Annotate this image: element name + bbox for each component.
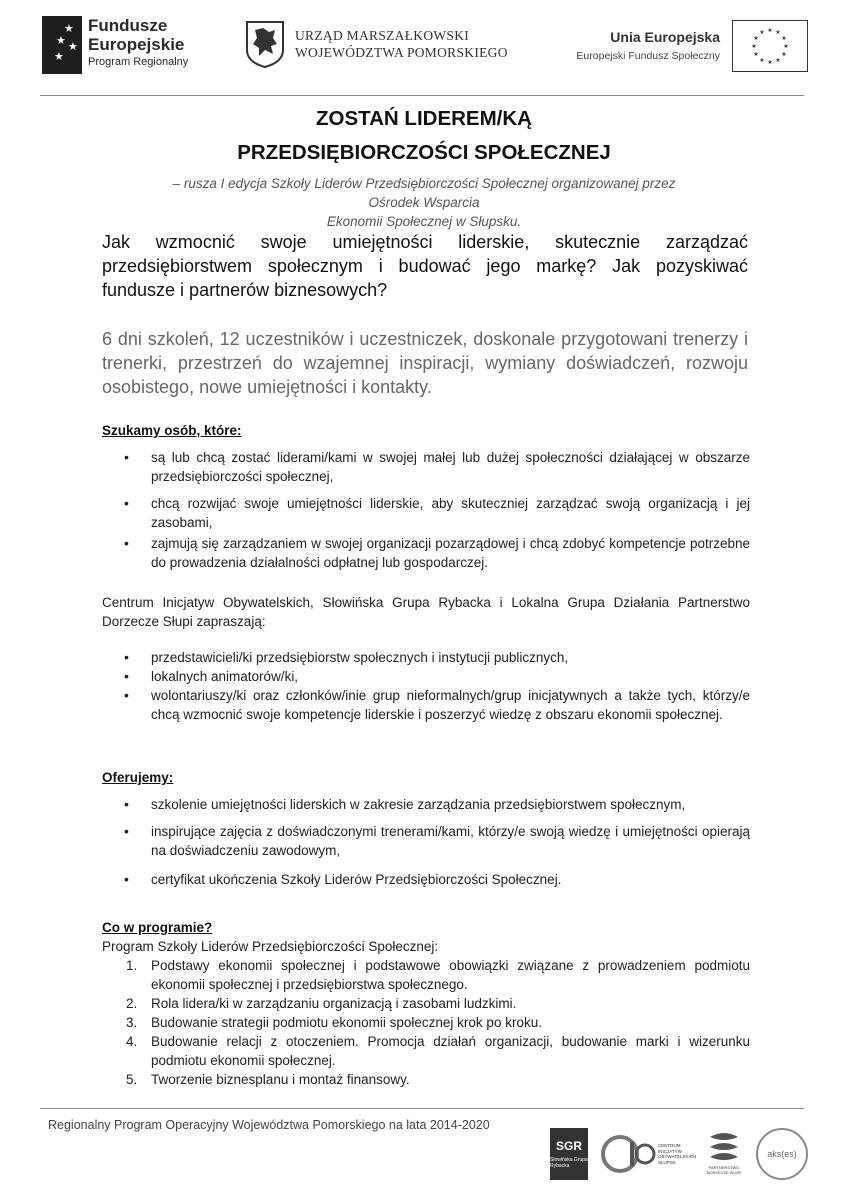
list-item: • przedstawicieli/ki przedsiębiorstw społecznych i instytucji publicznych, <box>102 648 750 667</box>
subtitle <box>150 174 698 231</box>
pds-emblem-icon <box>706 1129 742 1165</box>
svg-text:★: ★ <box>781 36 787 42</box>
item-number: 5. <box>126 1072 138 1087</box>
fe-line3: Program Regionalny <box>88 56 189 68</box>
footer-divider <box>40 1108 804 1109</box>
lead-paragraph-line1: 6 dni szkoleń, 12 uczestników i uczestniczek, doskonale przygotowani trenerzy i <box>102 329 748 349</box>
list-item: • zajmują się zarządzaniem w swojej organizacji pozarządowej i chcą zdobyć kompetencje potrzebne do prowadzenia działalności odpłatnej lub gospodarczej. <box>102 534 750 572</box>
partner-logos <box>550 1128 808 1180</box>
list-item: • chcą rozwijać swoje umiejętności liderskie, aby skuteczniej zarządzać swoją organizacją i jej zasobami, <box>102 494 750 532</box>
um-line2: WOJEWÓDZTWA POMORSKIEGO <box>295 45 508 60</box>
list-item: • wolontariuszy/ki oraz członków/inie grup nieformalnych/grup inicjatywnych a także tych, którzy/e chcą wzmocnić swoje kompetencje liderskie i poszerzyć wiedzę z obszaru ekonomii społecznej. <box>102 686 750 724</box>
list-item: • certyfikat ukończenia Szkoły Liderów Przedsiębiorczości Społecznej. <box>102 870 750 889</box>
fe-line2: Europejskie <box>88 35 185 54</box>
lead-question <box>102 230 748 302</box>
list-item: • szkolenie umiejętności liderskich w zakresie zarządzania przedsiębiorstwem społecznym, <box>102 795 750 814</box>
cio-text: CENTRUM INICJATYW OBYWATELSKICH SŁUPSK <box>658 1143 697 1165</box>
program-section <box>102 918 750 1089</box>
title-line2: PRZEDSIĘBIORCZOŚCI SPOŁECZNEJ <box>237 141 611 164</box>
pds-logo <box>704 1129 744 1179</box>
list-item <box>102 1013 750 1032</box>
urzad-marszalkowski-logo <box>245 20 508 68</box>
item-number: 4. <box>126 1034 138 1049</box>
eu-flag-icon <box>732 20 808 72</box>
unia-europejska-logo <box>576 20 808 72</box>
item-text: Rola lidera/ki w zarządzaniu organizacją i zasobami ludzkimi. <box>151 996 517 1011</box>
item-text: Podstawy ekonomii społecznej i podstawowe obowiązki związane z prowadzeniem podmiotu ekonomii społecznej i przedsiębiorstwa społecznego. <box>151 958 750 992</box>
item-number: 3. <box>126 1015 138 1030</box>
item-number: 1. <box>126 958 138 973</box>
svg-text:★: ★ <box>759 58 765 64</box>
header-divider <box>40 95 804 96</box>
invite-list <box>102 648 750 724</box>
cio-logo <box>600 1134 697 1174</box>
svg-text:★: ★ <box>783 44 789 50</box>
lead-paragraph-line3: osobistego, nowe umiejętności i kontakty. <box>102 377 432 397</box>
svg-text:★: ★ <box>767 60 773 66</box>
fundusze-europejskie-logo <box>42 16 188 74</box>
cio-emblem-icon <box>600 1134 656 1174</box>
item-number: 2. <box>126 996 138 1011</box>
sgr-logo <box>550 1128 588 1180</box>
akses-text: aks(es) <box>767 1149 797 1159</box>
svg-text:★: ★ <box>781 52 787 58</box>
list-item <box>102 956 750 994</box>
list-item: • inspirujące zajęcia z doświadczonymi trenerami/kami, którzy/e swoją wiedzę i umiejętności opierają na doświadczeniu zawodowym, <box>102 822 750 860</box>
sgr-sub: Słowińska Grupa Rybacka <box>550 1157 588 1169</box>
svg-text:★: ★ <box>775 58 781 64</box>
svg-text:★: ★ <box>759 30 765 36</box>
item-text: Tworzenie biznesplanu i montaż finansowy. <box>151 1072 410 1087</box>
seeking-list <box>102 448 750 572</box>
pds-text: PARTNERSTWO DORZECZE SŁUPI <box>706 1165 742 1175</box>
um-line1: URZĄD MARSZAŁKOWSKI <box>295 28 470 43</box>
list-item <box>102 1070 750 1089</box>
invite-text: Centrum Inicjatyw Obywatelskich, Słowińska Grupa Rybacka i Lokalna Grupa Działania Partnerstwo Dorzecze Słupi zapraszają: <box>102 595 750 629</box>
fe-line1: Fundusze <box>88 16 168 35</box>
lead-question-line1: Jak wzmocnić swoje umiejętności liderskie, skutecznie zarządzać <box>102 232 748 252</box>
svg-text:★: ★ <box>753 36 759 42</box>
subtitle-line2: Ekonomii Społecznej w Słupsku. <box>326 214 522 229</box>
list-item <box>102 994 750 1013</box>
svg-text:★: ★ <box>767 28 773 34</box>
footer-program-text: Regionalny Program Operacyjny Województwa Pomorskiego na lata 2014-2020 <box>48 1118 490 1132</box>
griffin-crest-icon <box>245 20 285 68</box>
offer-heading: Oferujemy: <box>102 770 174 785</box>
svg-text:★: ★ <box>751 44 757 50</box>
lead-paragraph <box>102 327 748 399</box>
lead-paragraph-line2: trenerki, przestrzeń do wzajemnej inspiracji, wymiany doświadczeń, rozwoju <box>102 353 748 373</box>
seeking-heading: Szukamy osób, które: <box>102 423 242 438</box>
ue-line1: Unia Europejska <box>610 29 720 45</box>
offer-section <box>102 768 750 889</box>
subtitle-line1: – rusza I edycja Szkoły Liderów Przedsiębiorczości Społecznej organizowanej przez Ośrodek Wsparcia <box>172 176 676 210</box>
title-line1: ZOSTAŃ LIDEREM/KĄ <box>315 107 532 130</box>
program-list <box>102 956 750 1089</box>
header <box>40 12 808 94</box>
akses-logo <box>756 1128 808 1180</box>
offer-list <box>102 795 750 889</box>
item-text: Budowanie strategii podmiotu ekonomii społecznej krok po kroku. <box>151 1015 542 1030</box>
invite-section <box>102 593 750 724</box>
fe-emblem-icon: ★ ★ ★ ★ <box>42 16 82 74</box>
item-text: Budowanie relacji z otoczeniem. Promocja działań organizacji, budowanie marki i wizerunku podmiotu ekonomii społecznej. <box>151 1034 750 1068</box>
ue-line2: Europejski Fundusz Społeczny <box>576 50 720 62</box>
svg-text:★: ★ <box>775 30 781 36</box>
seeking-section <box>102 421 750 572</box>
svg-text:★: ★ <box>753 52 759 58</box>
lead-question-line3: fundusze i partnerów biznesowych? <box>102 280 388 300</box>
lead-question-line2: przedsiębiorstwem społecznym i budować jego markę? Jak pozyskiwać <box>102 256 748 276</box>
list-item: • lokalnych animatorów/ki, <box>102 667 750 686</box>
program-intro: Program Szkoły Liderów Przedsiębiorczości Społecznej: <box>102 939 439 954</box>
list-item: • są lub chcą zostać liderami/kami w swojej małej lub dużej społeczności działającej w obszarze przedsiębiorczości społecznej, <box>102 448 750 486</box>
sgr-label: SGR <box>555 1139 582 1153</box>
list-item <box>102 1032 750 1070</box>
program-heading: Co w programie? <box>102 920 213 935</box>
